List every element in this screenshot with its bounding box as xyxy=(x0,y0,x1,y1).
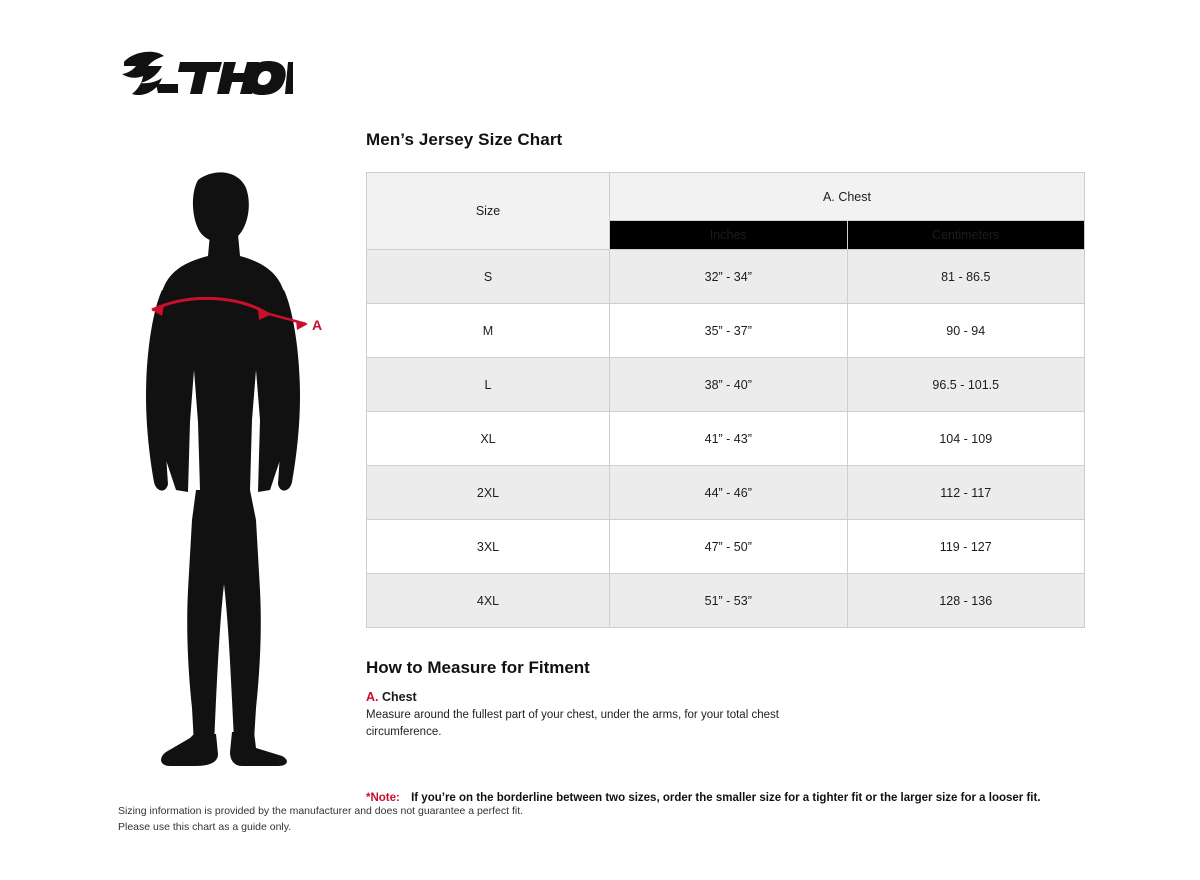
cell-inches: 35” - 37” xyxy=(610,304,848,358)
thor-helmet-logo xyxy=(118,48,293,106)
note-text: If you’re on the borderline between two sizes, order the smaller size for a tighter fit or the larger size for a looser fit. xyxy=(411,792,1041,805)
note-prefix: *Note: xyxy=(366,792,400,805)
measure-item-name: Chest xyxy=(381,690,417,704)
body-figure xyxy=(110,160,350,780)
page-title: Men’s Jersey Size Chart xyxy=(366,130,563,149)
footer-disclaimer xyxy=(118,803,523,836)
cell-centimeters: 128 - 136 xyxy=(847,574,1085,628)
table-row xyxy=(367,466,1085,520)
measure-item-marker: A. xyxy=(366,690,379,704)
cell-size: 4XL xyxy=(367,574,610,628)
cell-size: L xyxy=(367,358,610,412)
table-row xyxy=(367,574,1085,628)
cell-size: M xyxy=(367,304,610,358)
cell-centimeters: 112 - 117 xyxy=(847,466,1085,520)
cell-size: S xyxy=(367,250,610,304)
cell-inches: 38” - 40” xyxy=(610,358,848,412)
cell-size: XL xyxy=(367,412,610,466)
main-content xyxy=(366,130,1086,804)
cell-inches: 51” - 53” xyxy=(610,574,848,628)
table-body xyxy=(367,250,1085,628)
measure-item-label xyxy=(366,690,1086,704)
male-body-silhouette-icon xyxy=(110,160,350,780)
cell-inches: 44” - 46” xyxy=(610,466,848,520)
table-row xyxy=(367,358,1085,412)
cell-inches: 32” - 34” xyxy=(610,250,848,304)
cell-centimeters: 104 - 109 xyxy=(847,412,1085,466)
column-header-chest: A. Chest xyxy=(610,173,1085,221)
footer-line-1: Sizing information is provided by the manufacturer and does not guarantee a perfect fit. xyxy=(118,805,524,817)
table-row xyxy=(367,412,1085,466)
table-row xyxy=(367,250,1085,304)
how-to-measure-title: How to Measure for Fitment xyxy=(366,658,590,677)
cell-centimeters: 119 - 127 xyxy=(847,520,1085,574)
chest-arrow-label: A xyxy=(312,317,323,333)
column-header-centimeters: Centimeters xyxy=(847,221,1085,250)
measure-item-description: Measure around the fullest part of your chest, under the arms, for your total chest circumference. xyxy=(366,709,779,738)
table-row xyxy=(367,304,1085,358)
cell-centimeters: 90 - 94 xyxy=(847,304,1085,358)
column-header-size: Size xyxy=(367,173,610,250)
cell-size: 3XL xyxy=(367,520,610,574)
brand-logo xyxy=(118,48,293,106)
cell-centimeters: 81 - 86.5 xyxy=(847,250,1085,304)
column-header-inches: Inches xyxy=(610,221,848,250)
cell-inches: 47” - 50” xyxy=(610,520,848,574)
table-row xyxy=(367,520,1085,574)
size-chart-table xyxy=(366,172,1085,628)
table-header xyxy=(367,173,1085,250)
cell-size: 2XL xyxy=(367,466,610,520)
cell-inches: 41” - 43” xyxy=(610,412,848,466)
cell-centimeters: 96.5 - 101.5 xyxy=(847,358,1085,412)
footer-line-2: Please use this chart as a guide only. xyxy=(118,821,292,834)
measure-item-chest xyxy=(366,690,1086,740)
